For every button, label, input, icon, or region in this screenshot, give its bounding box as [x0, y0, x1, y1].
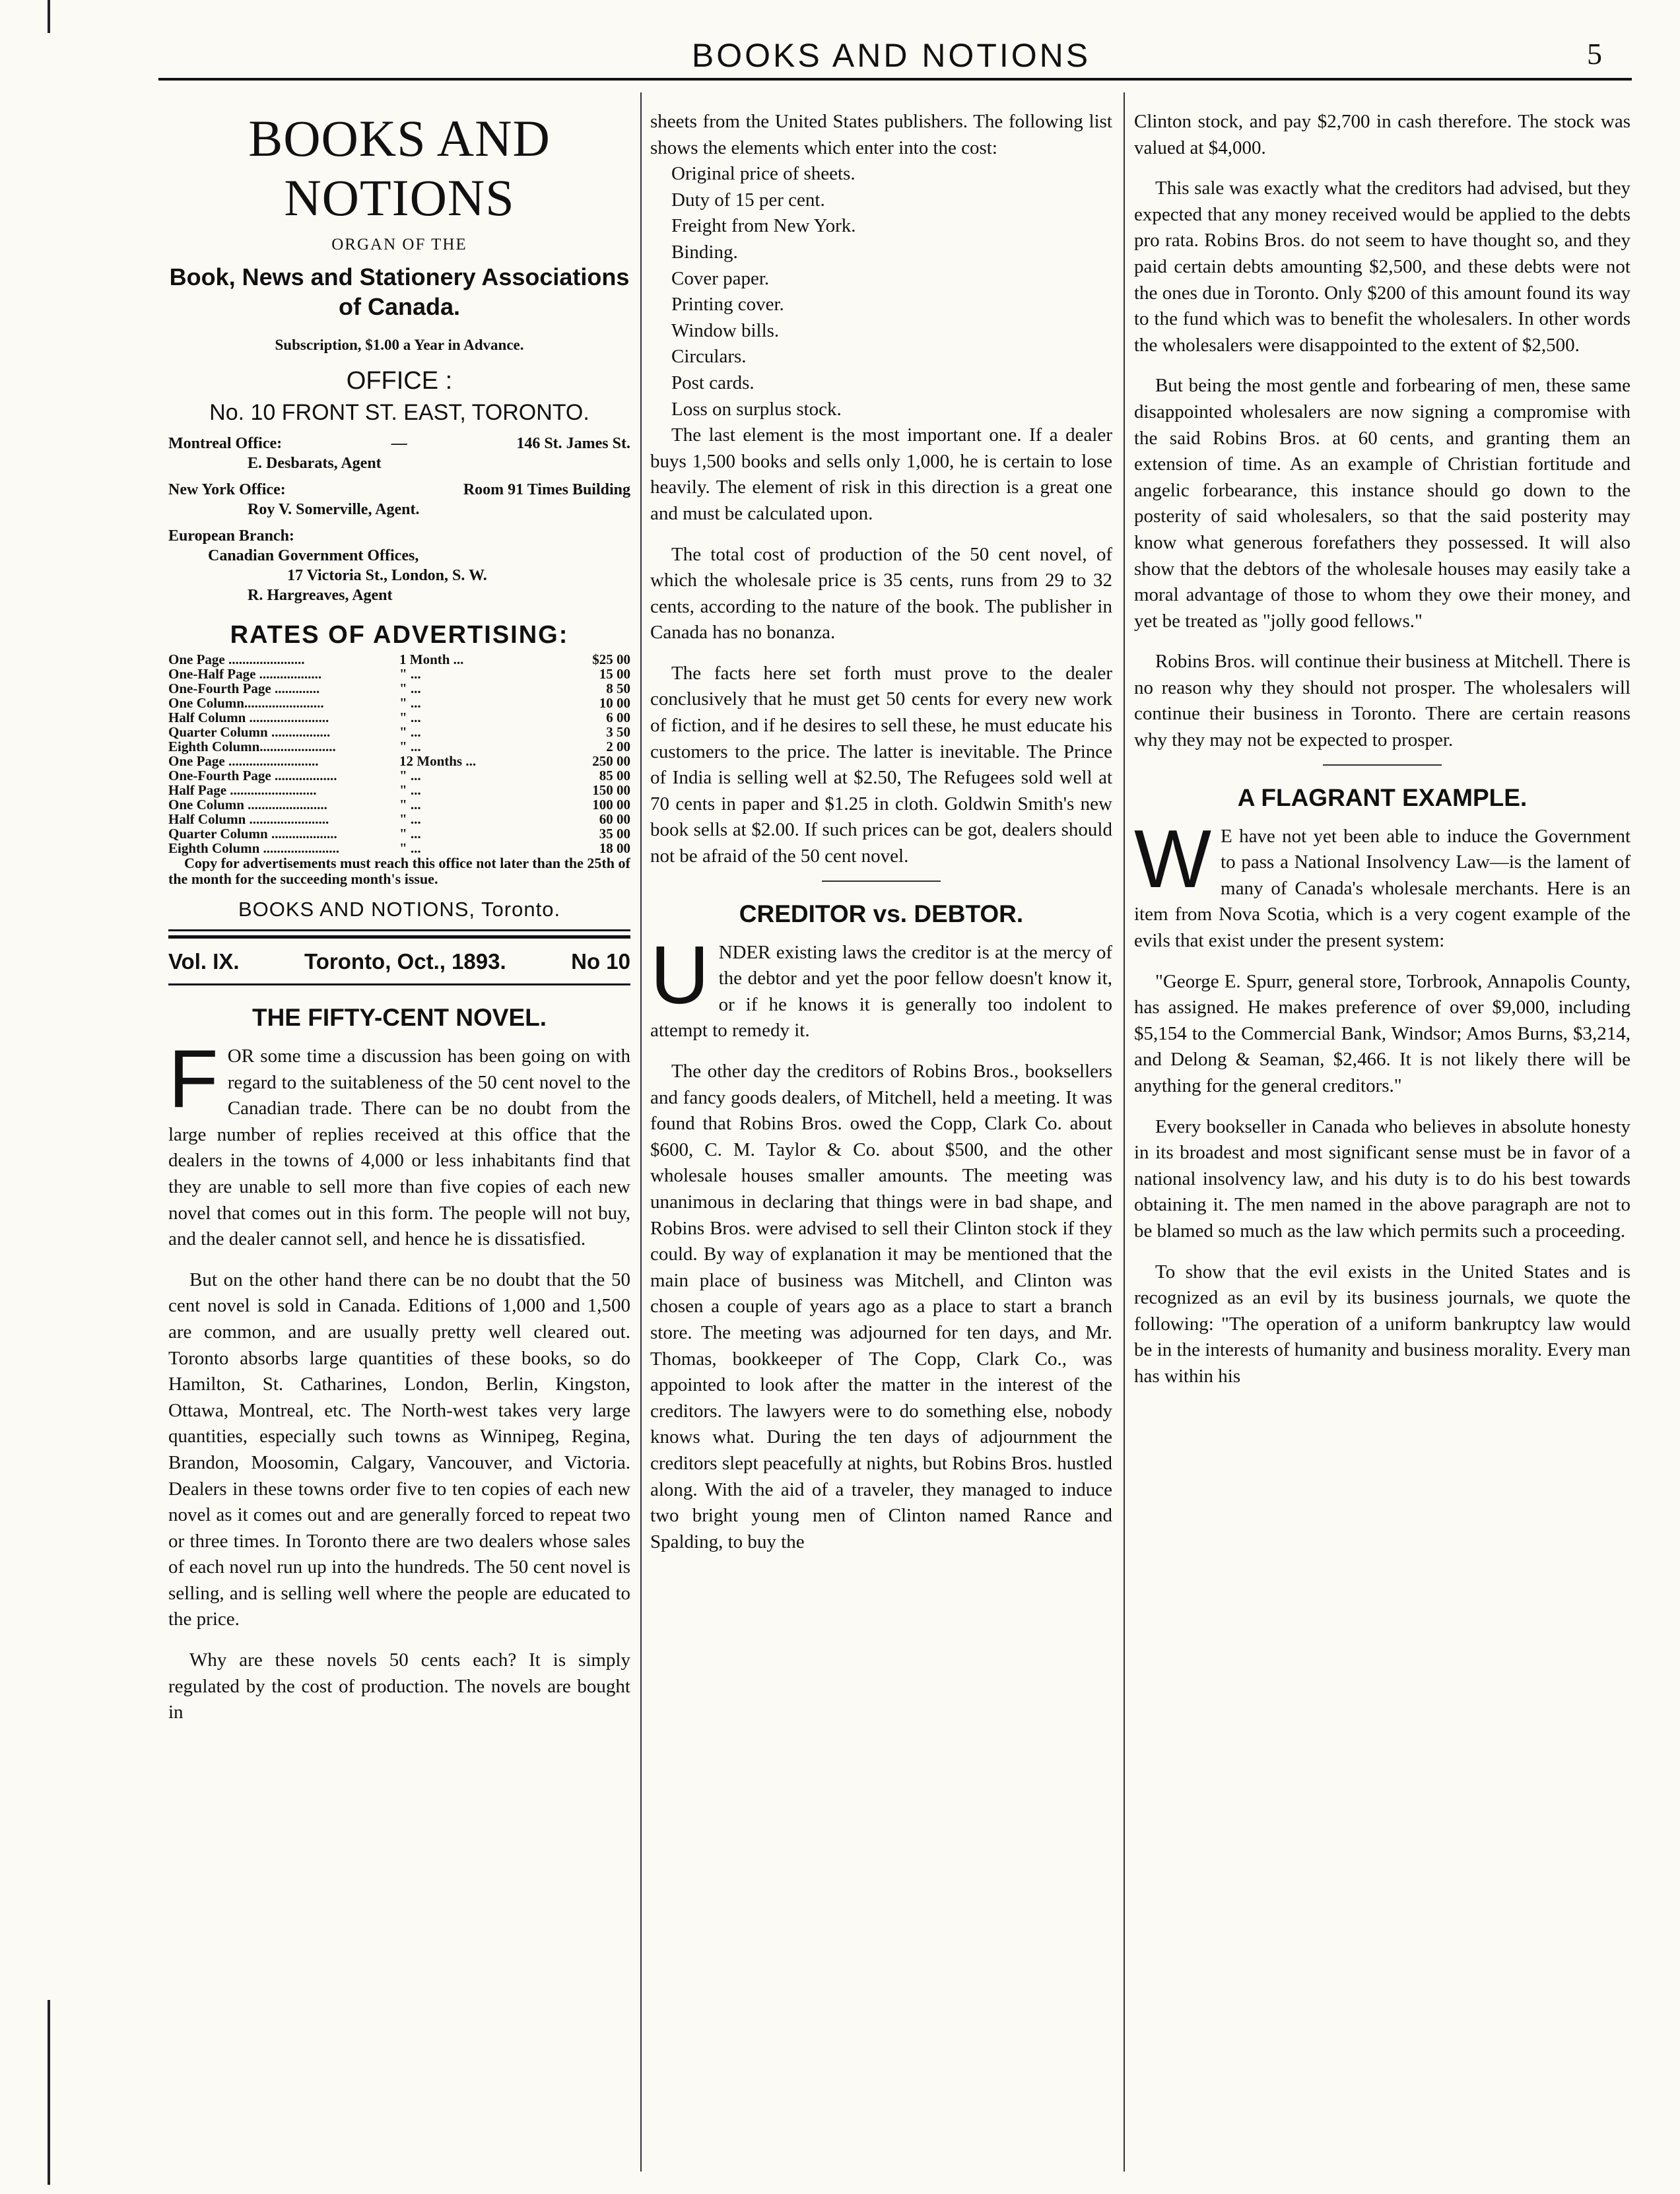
column-rule — [640, 92, 642, 2172]
rate-term: " ... — [399, 768, 421, 783]
article-paragraph: NDER existing laws the creditor is at the mercy of the debtor and yet the poor fellow doesn't know it, or if he knows it is generally too indolent to attempt to remedy it. — [650, 941, 1112, 1042]
association-name: Book, News and Stationery Associations of Canada. — [169, 263, 630, 320]
article-paragraph: E have not yet been able to induce the Government to pass a National Insolvency Law—is the lament of many of Canada's wholesale merchants. Here is an item from Nova Scotia, which is a very cogent example of the evils that exist under the present system: — [1134, 825, 1630, 952]
article-paragraph: Clinton stock, and pay $2,700 in cash therefore. The stock was valued at $4,000. — [1134, 111, 1630, 158]
rate-row — [168, 826, 630, 841]
rate-price: 15 00 — [599, 666, 630, 682]
article-title: CREDITOR vs. DEBTOR. — [739, 900, 1024, 927]
rate-price: 2 00 — [606, 739, 630, 754]
office-label: OFFICE : — [346, 367, 453, 395]
divider — [168, 983, 630, 985]
rate-name: Quarter Column ................. — [168, 724, 331, 740]
rate-term: " ... — [399, 811, 421, 827]
divider — [822, 881, 941, 882]
rates-heading: RATES OF ADVERTISING: — [230, 621, 569, 649]
drop-cap: U — [650, 929, 710, 1021]
header-rule — [158, 78, 1632, 81]
rate-term: " ... — [399, 826, 421, 842]
newyork-agent: Roy V. Somerville, Agent. — [248, 501, 420, 518]
rate-name: One-Half Page .................. — [168, 666, 322, 682]
rate-row — [168, 667, 630, 681]
rate-term: " ... — [399, 724, 421, 740]
rate-row — [168, 812, 630, 826]
european-label: European Branch: — [168, 527, 294, 545]
european-agent: R. Hargreaves, Agent — [248, 587, 393, 604]
montreal-label: Montreal Office: — [168, 435, 283, 452]
cost-item: Printing cover. — [671, 294, 784, 316]
rate-name: Half Column ....................... — [168, 811, 329, 827]
rate-name: Eighth Column ...................... — [168, 840, 340, 856]
cost-item: Loss on surplus stock. — [671, 398, 842, 420]
article-paragraph: But being the most gentle and forbearing of men, these same disappointed wholesalers are now signing a compromise with the said Robins Bros. at 60 cents, and granting them an extension of time. As an example of Christian fortitude and angelic forbearance, this instance should go down to the posterity of said wholesalers, so that the said posterity may know what generous forefathers they possessed. It will also show that the debtors of the wholesale houses may easily take a moral advantage of those to whom they owe their money, and yet be treated as "jolly good fellows." — [1134, 375, 1630, 632]
subscription-price: Subscription, $1.00 a Year in Advance. — [275, 337, 524, 353]
branch-offices: Montreal Office: — 146 St. James St. E. Desbarats, Agent New York Office: Room 91 Times Building Roy V. Somerville, Agent. European Branch: Canadian Government Offices, 17 Victoria St., London, S. W. R. Hargreaves, Agent — [168, 435, 630, 604]
rate-row — [168, 797, 630, 812]
cost-item: Freight from New York. — [671, 215, 856, 237]
column-rule — [1124, 92, 1125, 2172]
rate-name: Half Page ......................... — [168, 782, 317, 798]
rate-name: One Page .......................... — [168, 753, 319, 769]
cost-item: Cover paper. — [671, 267, 770, 289]
rate-name: Eighth Column...................... — [168, 739, 336, 754]
rate-price: 100 00 — [592, 797, 630, 813]
divider — [168, 935, 630, 939]
rate-price: 6 00 — [606, 710, 630, 725]
rate-row — [168, 783, 630, 797]
article-paragraph: "George E. Spurr, general store, Torbrook, Annapolis County, has assigned. He makes preference of over $9,000, including $5,154 to the Commercial Bank, Windsor; Amos Burns, $3,214, and Delong & Seaman, $2,466. It is not likely there will be anything for the general creditors." — [1134, 970, 1630, 1096]
rate-row — [168, 696, 630, 710]
office-address: No. 10 FRONT ST. EAST, TORONTO. — [209, 400, 589, 425]
european-office: Canadian Government Offices, — [208, 547, 419, 564]
drop-cap: W — [1134, 813, 1212, 905]
copy-deadline-note: Copy for advertisements must reach this office not later than the 25th of the month for the succeeding month's issue. — [168, 855, 630, 887]
rate-price: 35 00 — [599, 826, 630, 842]
rate-price: 250 00 — [592, 753, 630, 769]
montreal-agent: E. Desbarats, Agent — [248, 455, 382, 472]
rate-row — [168, 841, 630, 855]
place-date: Toronto, Oct., 1893. — [304, 949, 506, 974]
rate-name: One Page ...................... — [168, 651, 305, 667]
divider — [1323, 764, 1442, 766]
binding-mark — [48, 2000, 50, 2185]
issue-number: No 10 — [571, 949, 630, 974]
rate-row — [168, 725, 630, 739]
rate-row — [168, 739, 630, 754]
rate-name: One-Fourth Page .................. — [168, 768, 337, 783]
european-address: 17 Victoria St., London, S. W. — [287, 567, 487, 584]
cost-item: Circulars. — [671, 346, 747, 368]
rate-price: 10 00 — [599, 695, 630, 711]
article-paragraph: sheets from the United States publishers. The following list shows the elements which enter into the cost: — [650, 111, 1112, 158]
rate-name: One Column....................... — [168, 695, 324, 711]
article-paragraph: Every bookseller in Canada who believes in absolute honesty in its broadest and most significant sense must be in favor of a national insolvency law, and his duty is to do his best towards obtaining it. The men named in the above paragraph are not to be blamed so much as the law which permits such a proceeding. — [1134, 1115, 1630, 1242]
montreal-address: 146 St. James St. — [516, 435, 630, 452]
rate-term: 1 Month ... — [399, 651, 464, 667]
drop-cap: F — [168, 1034, 218, 1125]
newyork-address: Room 91 Times Building — [463, 481, 630, 498]
article-paragraph: The facts here set forth must prove to the dealer conclusively that he must get 50 cents for every new work of fiction, and if he desires to sell these, he must educate his customers to the price. The latter is inevitable. The Prince of India is selling well at $2.50, The Refugees sold well at 70 cents in paper and $1.25 in cloth. Goldwin Smith's new book sells at $2.00. If such prices can be got, dealers should not be afraid of the 50 cent novel. — [650, 662, 1112, 867]
article-paragraph: But on the other hand there can be no doubt that the 50 cent novel is sold in Canada. Editions of 1,000 and 1,500 are common, and are usually pretty well cleared out. Toronto absorbs large quantities of these books, so do Hamilton, St. Catharines, London, Berlin, Kingston, Ottawa, Montreal, etc. The North-west takes very large quantities, especially such towns as Winnipeg, Regina, Brandon, Moosomin, Calgary, Vancouver, and Victoria. Dealers in these towns order five to ten copies of each new novel as it comes out and are generally forced to repeat two or three times. In Toronto there are two dealers whose sales of each novel run up into the hundreds. The 50 cent novel is selling, and is selling well where the people are educated to the price. — [168, 1269, 630, 1630]
rate-name: One Column ....................... — [168, 797, 327, 813]
rate-price: 150 00 — [592, 782, 630, 798]
rate-term: " ... — [399, 710, 421, 725]
masthead-footer: BOOKS AND NOTIONS, Toronto. — [238, 898, 561, 921]
article-paragraph: The total cost of production of the 50 cent novel, of which the wholesale price is 35 cents, runs from 29 to 32 cents, according to the nature of the book. The publisher in Canada has no bonanza. — [650, 543, 1112, 644]
newyork-label: New York Office: — [168, 481, 286, 498]
rate-row — [168, 652, 630, 667]
rate-row — [168, 681, 630, 696]
rate-row — [168, 710, 630, 725]
article-paragraph: The last element is the most important one. If a dealer buys 1,500 books and sells only 1,000, he is certain to lose heavily. The element of risk in this direction is a great one and must be calculated upon. — [650, 424, 1112, 524]
cost-item: Duty of 15 per cent. — [671, 189, 825, 211]
volume: Vol. IX. — [168, 949, 240, 974]
cost-item: Post cards. — [671, 372, 755, 393]
cost-item: Binding. — [671, 241, 738, 263]
article-title: A FLAGRANT EXAMPLE. — [1237, 783, 1528, 811]
rate-term: 12 Months ... — [399, 753, 477, 769]
binding-mark — [48, 0, 50, 33]
article-paragraph: This sale was exactly what the creditors had advised, but they expected that any money received would be applied to the debts pro rata. Robins Bros. do not seem to have thought so, and they paid certain debts amounting $2,500, and these debts were not the ones due in Toronto. Only $200 of this amount found its way to the fund which was to benefit the wholesalers. In other words the wholesalers were disappointed to the extent of $2,500. — [1134, 178, 1630, 356]
rate-price: 3 50 — [606, 724, 630, 740]
running-header-title: BOOKS AND NOTIONS — [691, 37, 1091, 74]
rates-table — [168, 652, 630, 855]
cost-item: Window bills. — [671, 319, 780, 341]
rate-row — [168, 768, 630, 783]
rate-name: Quarter Column ................... — [168, 826, 337, 842]
page-number: 5 — [1587, 37, 1602, 71]
rate-price: $25 00 — [592, 651, 630, 667]
column-3 — [1134, 89, 1630, 2172]
rate-price: 18 00 — [599, 840, 630, 856]
article-title: THE FIFTY-CENT NOVEL. — [252, 1004, 547, 1031]
article-paragraph: OR some time a discussion has been going on with regard to the suitableness of the 50 cent novel to the Canadian trade. There can be no doubt from the large number of replies received at this office that the dealers in the towns of 4,000 or less inhabitants find that they are unable to sell more than five copies of each new novel that comes out in this form. The people will not buy, and the dealer cannot sell, and hence he is dissatisfied. — [168, 1046, 630, 1250]
cost-list — [650, 161, 1112, 422]
rate-term: " ... — [399, 840, 421, 856]
article-paragraph: To show that the evil exists in the United States and is recognized as an evil by its business journals, we quote the following: "The operation of a uniform bankruptcy law would be in the interests of humanity and business morality. Every man has within his — [1134, 1261, 1630, 1387]
article-paragraph: The other day the creditors of Robins Bros., booksellers and fancy goods dealers, of Mitchell, held a meeting. It was found that Robins Bros. owed the Copp, Clark Co. about $600, C. M. Taylor & Co. about $500, and the other wholesale houses smaller amounts. The meeting was unanimous in declaring that things were in bad shape, and Robins Bros. were advised to sell their Clinton stock if they could. By way of explanation it may be mentioned that the main place of business was Mitchell, and Clinton was chosen a couple of years ago as a place to start a branch store. The meeting was adjourned for ten days, and Mr. Thomas, bookkeeper of The Copp, Clark Co., was appointed to look after the matter in the interest of the creditors. The lawyers were to do something else, nobody knows what. During the ten days of adjournment the creditors slept peacefully at nights, but Robins Bros. hustled along. With the aid of a traveler, they managed to induce two bright young men of Clinton named Rance and Spalding, to buy the — [650, 1061, 1112, 1552]
rate-term: " ... — [399, 681, 421, 696]
cost-item: Original price of sheets. — [671, 163, 856, 185]
rate-term: " ... — [399, 695, 421, 711]
article-paragraph: Robins Bros. will continue their business at Mitchell. There is no reason why they should not prosper. The wholesalers will continue their business in Toronto. There are certain reasons why they may not be expected to prosper. — [1134, 651, 1630, 751]
rate-term: " ... — [399, 797, 421, 813]
rate-price: 8 50 — [606, 681, 630, 696]
issue-line — [168, 949, 630, 974]
divider — [168, 929, 630, 931]
rate-price: 60 00 — [599, 811, 630, 827]
rate-row — [168, 754, 630, 768]
column-2 — [650, 89, 1112, 2172]
organ-of: ORGAN OF THE — [331, 236, 467, 253]
rate-term: " ... — [399, 666, 421, 682]
masthead-title: BOOKS AND NOTIONS — [248, 110, 551, 226]
rate-term: " ... — [399, 782, 421, 798]
article-paragraph: Why are these novels 50 cents each? It is simply regulated by the cost of production. The novels are bought in — [168, 1649, 630, 1723]
column-1 — [168, 89, 630, 2172]
rate-name: Half Column ....................... — [168, 710, 329, 725]
rate-term: " ... — [399, 739, 421, 754]
rate-price: 85 00 — [599, 768, 630, 783]
rate-name: One-Fourth Page ............. — [168, 681, 320, 696]
